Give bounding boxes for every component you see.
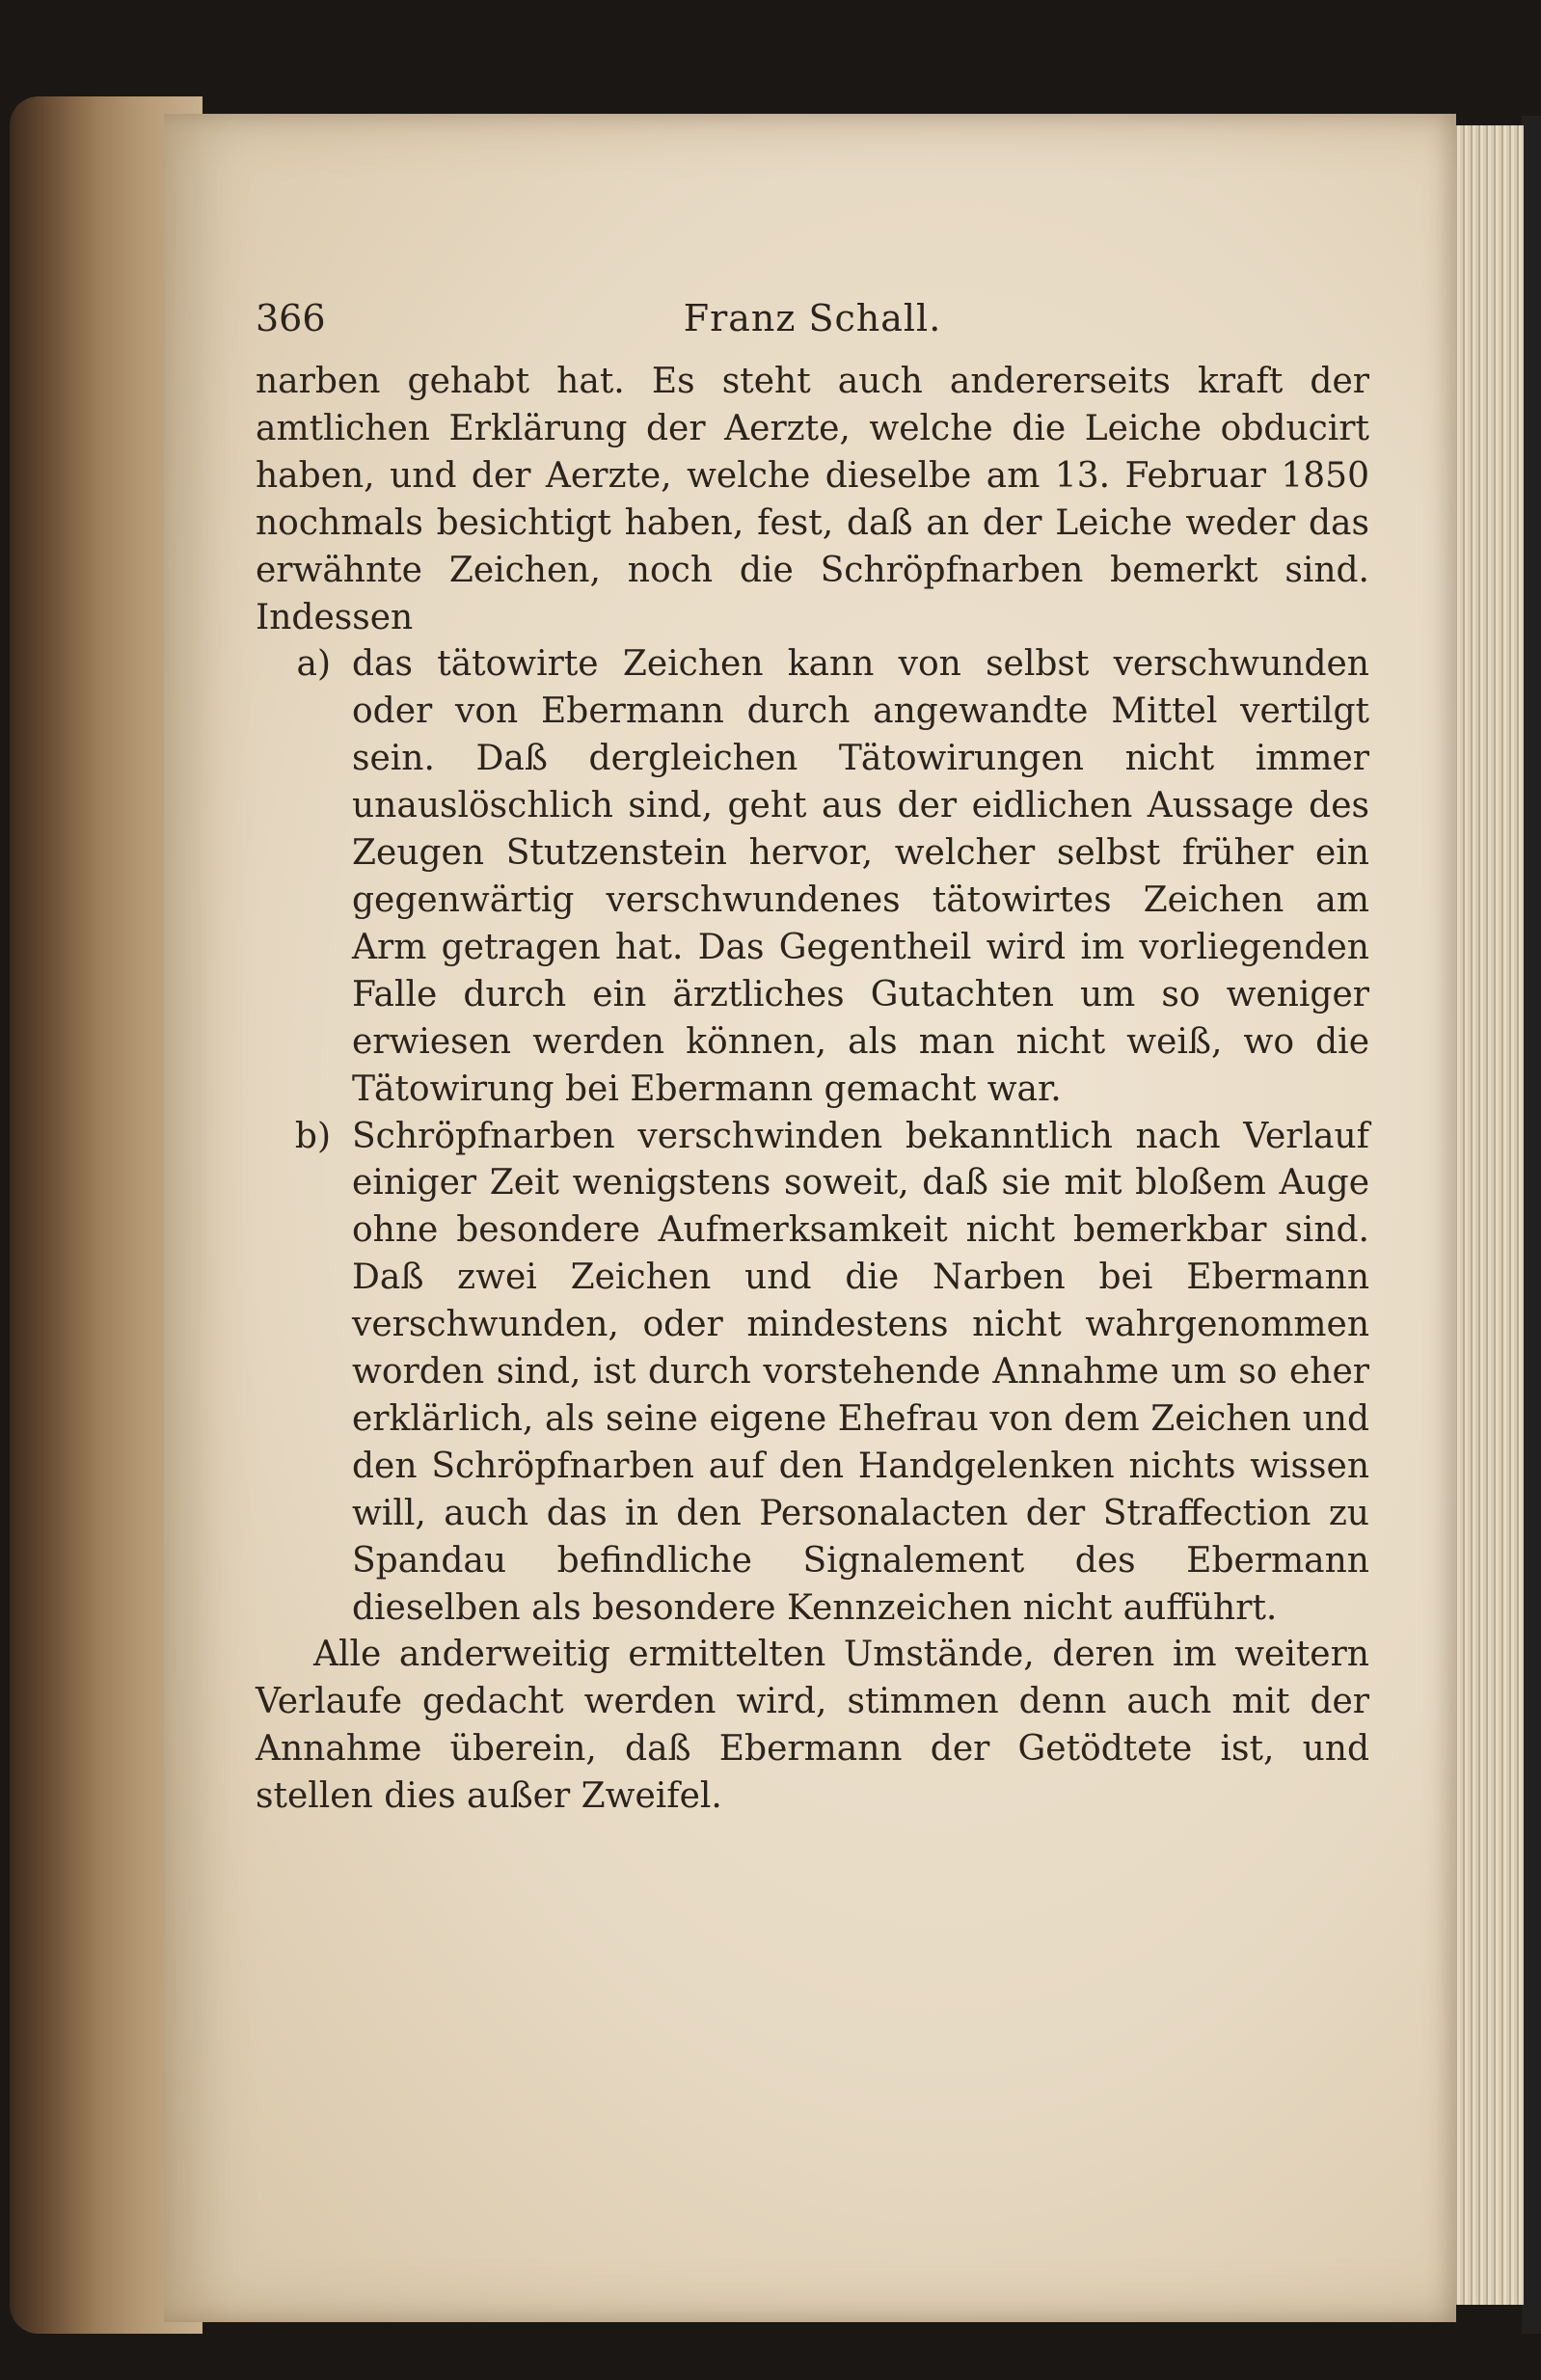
list-item-label: b) bbox=[294, 1116, 331, 1156]
list-item-text: Schröpfnarben verschwinden bekanntlich nach Verlauf einiger Zeit wenigstens soweit, daß sie mit bloßem Auge ohne besondere Aufmerksamkeit nicht bemerkbar sind. Daß zwei Zeichen und die Narben bei Ebermann verschwunden, oder mindestens nicht wahrgenommen worden sind, ist durch vorstehende Annahme um so eher erklärlich, als seine eigene Ehefrau von dem Zeichen und den Schröpfnarben auf den Handgelenken nichts wissen will, auch das in den Personalacten der Straffection zu Spandau befindliche Signalement des Ebermann dieselben als besondere Kennzeichen nicht aufführt. bbox=[352, 1116, 1369, 1628]
running-head bbox=[256, 278, 1369, 359]
list-item-label: a) bbox=[296, 644, 331, 685]
list-item-text: das tätowirte Zeichen kann von selbst verschwunden oder von Ebermann durch angewandte Mittel vertilgt sein. Daß dergleichen Tätowirungen nicht immer unauslöschlich sind, geht aus der eidlichen Aussage des Zeugen Stutzenstein hervor, welcher selbst früher ein gegenwärtig verschwundenes tätowirtes Zeichen am Arm getragen hat. Das Gegentheil wird im vorliegenden Falle durch ein ärztliches Gutachten um so weniger erwiesen werden können, als man nicht weiß, wo die Tätowirung bei Ebermann gemacht war. bbox=[352, 644, 1369, 1109]
page-text bbox=[256, 278, 1369, 1821]
list-item-a bbox=[256, 641, 1369, 1113]
page-number: 366 bbox=[256, 297, 326, 339]
right-cover-edge bbox=[1522, 116, 1541, 2334]
list-item-b bbox=[256, 1114, 1369, 1633]
running-title: Franz Schall. bbox=[683, 297, 942, 339]
closing-paragraph: Alle anderweitig ermittelten Umstände, deren im weitern Verlaufe gedacht werden wird, stimmen denn auch mit der Annahme überein, daß Ebermann der Getödtete ist, und stellen dies außer Zweifel. bbox=[256, 1635, 1369, 1817]
intro-paragraph: narben gehabt hat. Es steht auch andererseits kraft der amtlichen Erklärung der Aerzte, welche die Leiche obducirt haben, und der Aerzte, welche dieselbe am 13. Februar 1850 nochmals besichtigt haben, fest, daß an der Leiche weder das erwähnte Zeichen, noch die Schröpfnarben bemerkt sind. Indessen bbox=[256, 362, 1369, 637]
